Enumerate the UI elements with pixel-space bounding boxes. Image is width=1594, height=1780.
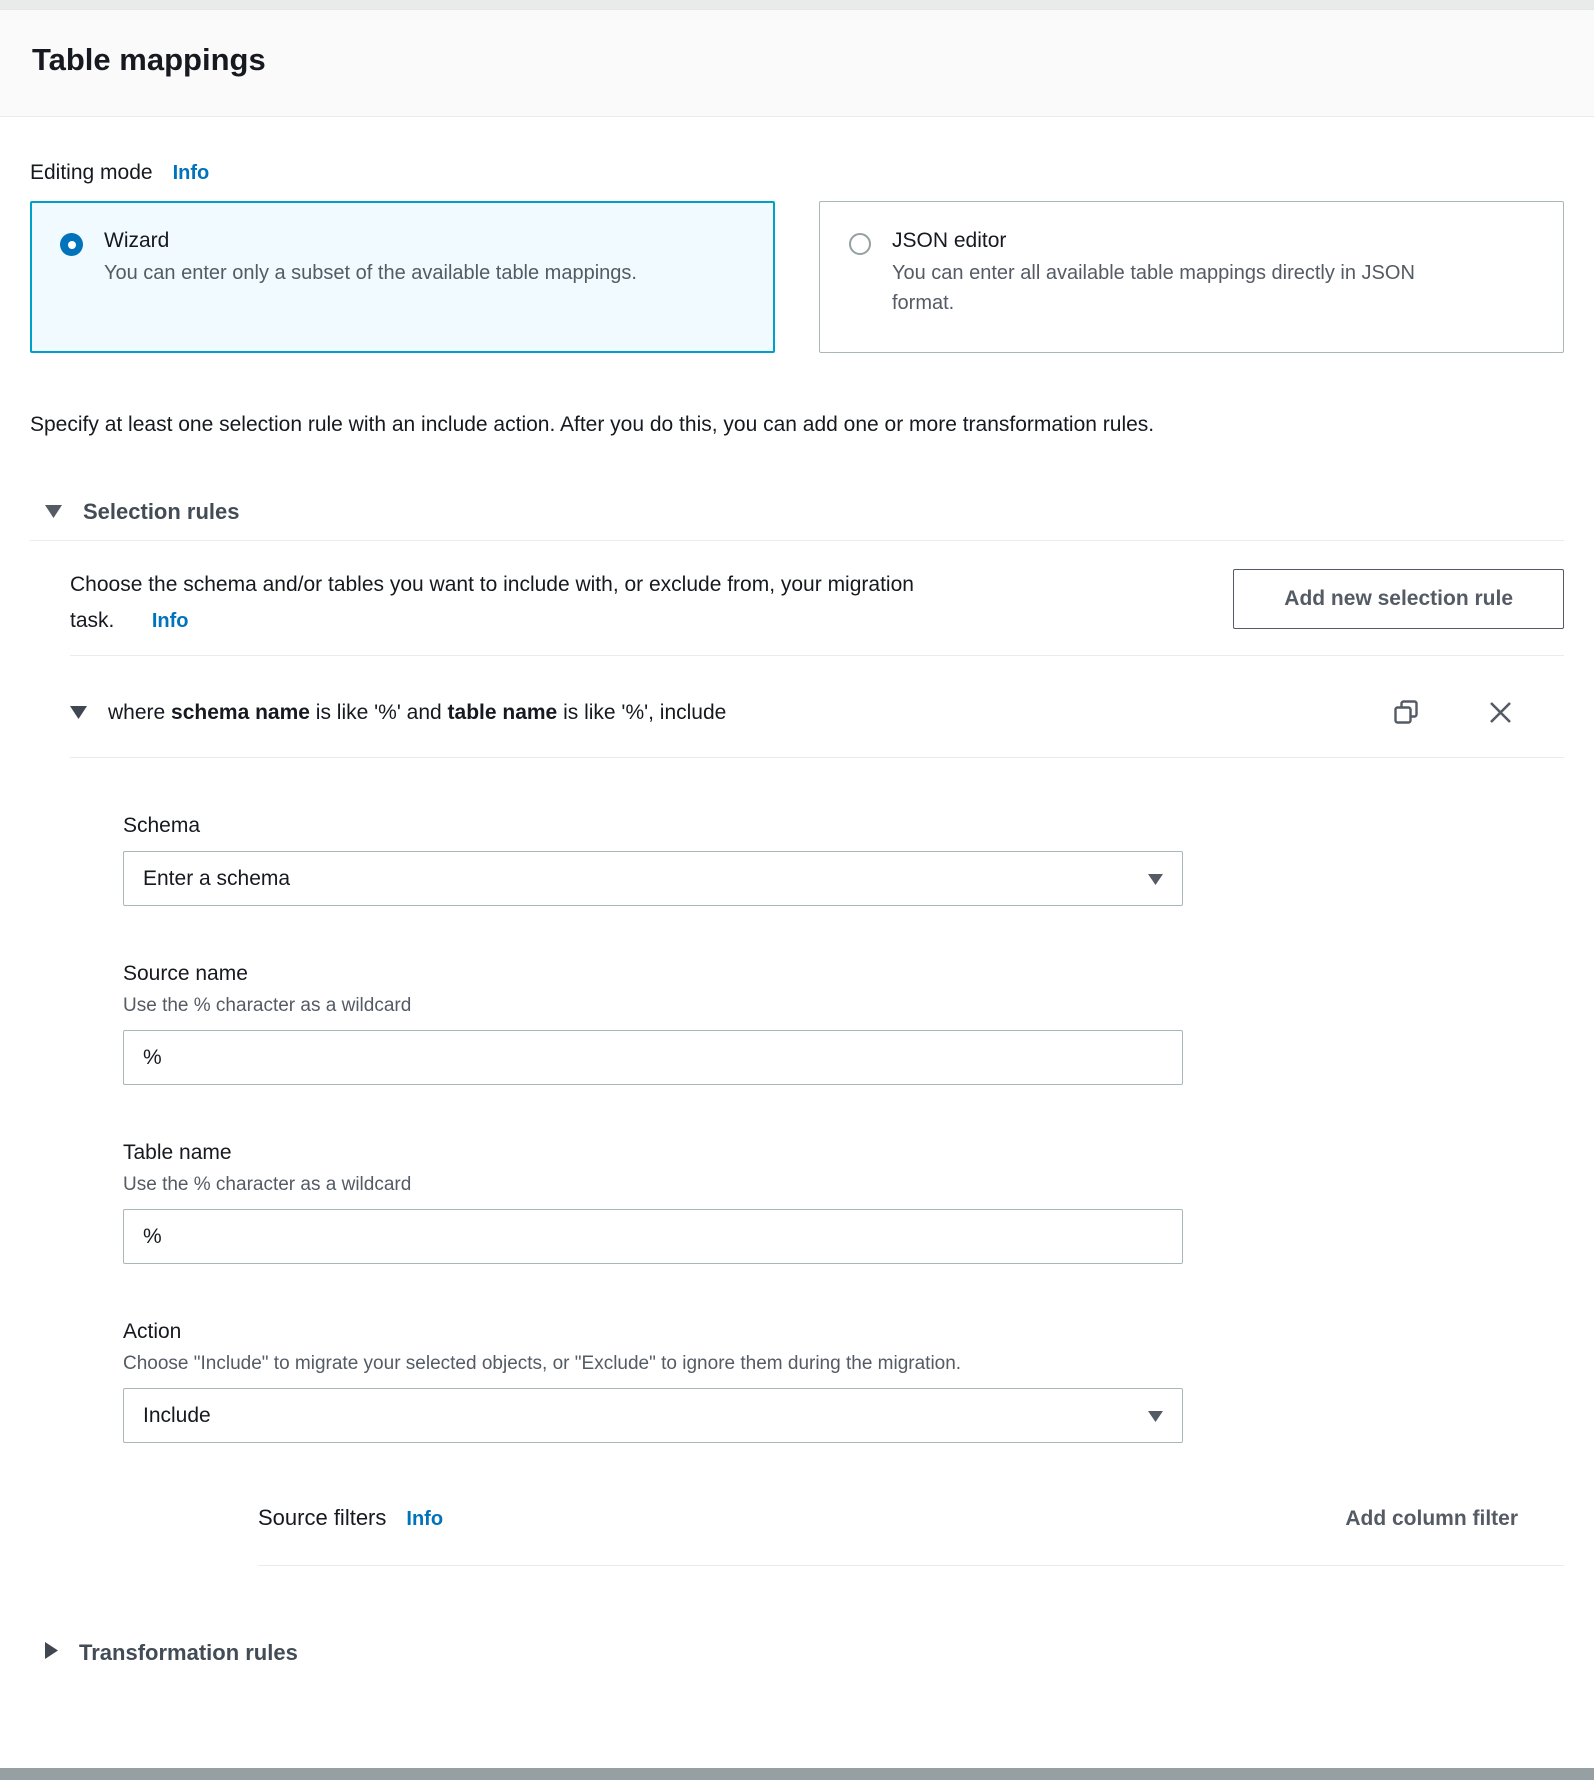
transformation-rules-header[interactable] xyxy=(30,1640,1564,1666)
action-select-value: Include xyxy=(143,1403,211,1427)
close-icon xyxy=(1487,714,1514,729)
source-name-field-group xyxy=(123,962,1564,1085)
action-constraint: Choose "Include" to migrate your selected objects, or "Exclude" to ignore them during the migration. xyxy=(123,1353,962,1374)
editing-mode-info-link[interactable]: Info xyxy=(172,162,210,184)
table-name-input[interactable] xyxy=(123,1209,1183,1264)
page-title: Table mappings xyxy=(32,42,266,77)
rule-summary-segment: is like '%' and xyxy=(309,700,448,724)
caret-down-icon xyxy=(45,500,62,524)
table-name-field-group xyxy=(123,1141,1564,1264)
rule-summary-segment: where xyxy=(108,700,172,724)
divider xyxy=(30,540,1564,541)
selection-rules-description xyxy=(70,567,960,639)
source-filters-row xyxy=(258,1505,1564,1531)
source-filters-section xyxy=(258,1505,1564,1566)
selection-rules-body xyxy=(70,567,1564,1566)
rule-actions xyxy=(1392,698,1564,727)
source-name-label: Source name xyxy=(123,962,248,985)
panel-header xyxy=(0,10,1594,117)
copy-icon xyxy=(1392,715,1421,730)
caret-right-icon xyxy=(45,1641,58,1665)
copy-rule-button[interactable] xyxy=(1392,698,1421,727)
transformation-rules-title: Transformation rules xyxy=(79,1640,298,1665)
action-field-group xyxy=(123,1320,1564,1443)
selection-rule-header[interactable] xyxy=(70,698,1564,727)
table-name-constraint: Use the % character as a wildcard xyxy=(123,1174,412,1195)
table-name-label: Table name xyxy=(123,1141,232,1164)
bottom-divider-bar xyxy=(0,1768,1594,1780)
radio-checked-icon[interactable] xyxy=(60,233,83,256)
add-new-selection-rule-button[interactable]: Add new selection rule xyxy=(1233,569,1564,629)
selection-rules-title: Selection rules xyxy=(83,499,240,524)
editing-mode-option-json-editor[interactable] xyxy=(819,201,1564,353)
rule-summary-segment: schema name xyxy=(171,700,310,724)
editing-mode-option-wizard[interactable] xyxy=(30,201,775,353)
editing-mode-label-row xyxy=(30,161,1564,185)
caret-down-icon xyxy=(70,701,87,725)
editing-mode-label: Editing mode xyxy=(30,161,153,184)
selection-rules-description-row xyxy=(70,567,1564,639)
selection-rules-info-link[interactable]: Info xyxy=(151,610,189,632)
divider xyxy=(258,1565,1564,1566)
divider xyxy=(70,655,1564,656)
remove-rule-button[interactable] xyxy=(1487,699,1514,726)
source-filters-label: Source filters xyxy=(258,1505,387,1530)
radio-unchecked-icon[interactable] xyxy=(849,233,871,255)
selection-rules-header[interactable] xyxy=(30,499,1564,525)
wizard-option-text xyxy=(104,229,637,288)
schema-field-group xyxy=(123,814,1564,906)
action-select[interactable] xyxy=(123,1388,1183,1443)
add-column-filter-button[interactable]: Add column filter xyxy=(1345,1507,1518,1530)
caret-down-icon xyxy=(1148,867,1163,891)
caret-down-icon xyxy=(1148,1404,1163,1428)
selection-rules-description-text: Choose the schema and/or tables you want to include with, or exclude from, your migration task. xyxy=(70,573,914,632)
source-filters-info-link[interactable]: Info xyxy=(406,1508,444,1530)
panel-content xyxy=(0,117,1594,1768)
rule-summary-segment: is like '%', include xyxy=(557,700,727,724)
rule-summary-segment: table name xyxy=(447,700,558,724)
wizard-option-label: Wizard xyxy=(104,229,170,252)
json-editor-option-label: JSON editor xyxy=(892,229,1007,252)
selection-rules-section xyxy=(30,499,1564,1566)
wizard-option-description: You can enter only a subset of the available table mappings. xyxy=(104,262,637,284)
schema-select[interactable] xyxy=(123,851,1183,906)
intro-text: Specify at least one selection rule with an include action. After you do this, you can add one or more transformation rules. xyxy=(30,413,1155,436)
json-editor-option-text xyxy=(892,229,1437,318)
action-label: Action xyxy=(123,1320,182,1343)
selection-rule-form xyxy=(123,814,1564,1566)
top-divider-strip xyxy=(0,0,1594,10)
schema-select-value: Enter a schema xyxy=(143,866,291,890)
source-name-input[interactable] xyxy=(123,1030,1183,1085)
source-name-constraint: Use the % character as a wildcard xyxy=(123,995,412,1016)
schema-label: Schema xyxy=(123,814,201,837)
transformation-rules-section xyxy=(30,1640,1564,1666)
divider xyxy=(70,757,1564,758)
editing-mode-options xyxy=(30,201,1564,353)
json-editor-option-description: You can enter all available table mappings directly in JSON format. xyxy=(892,262,1415,314)
selection-rule-summary xyxy=(108,701,726,725)
